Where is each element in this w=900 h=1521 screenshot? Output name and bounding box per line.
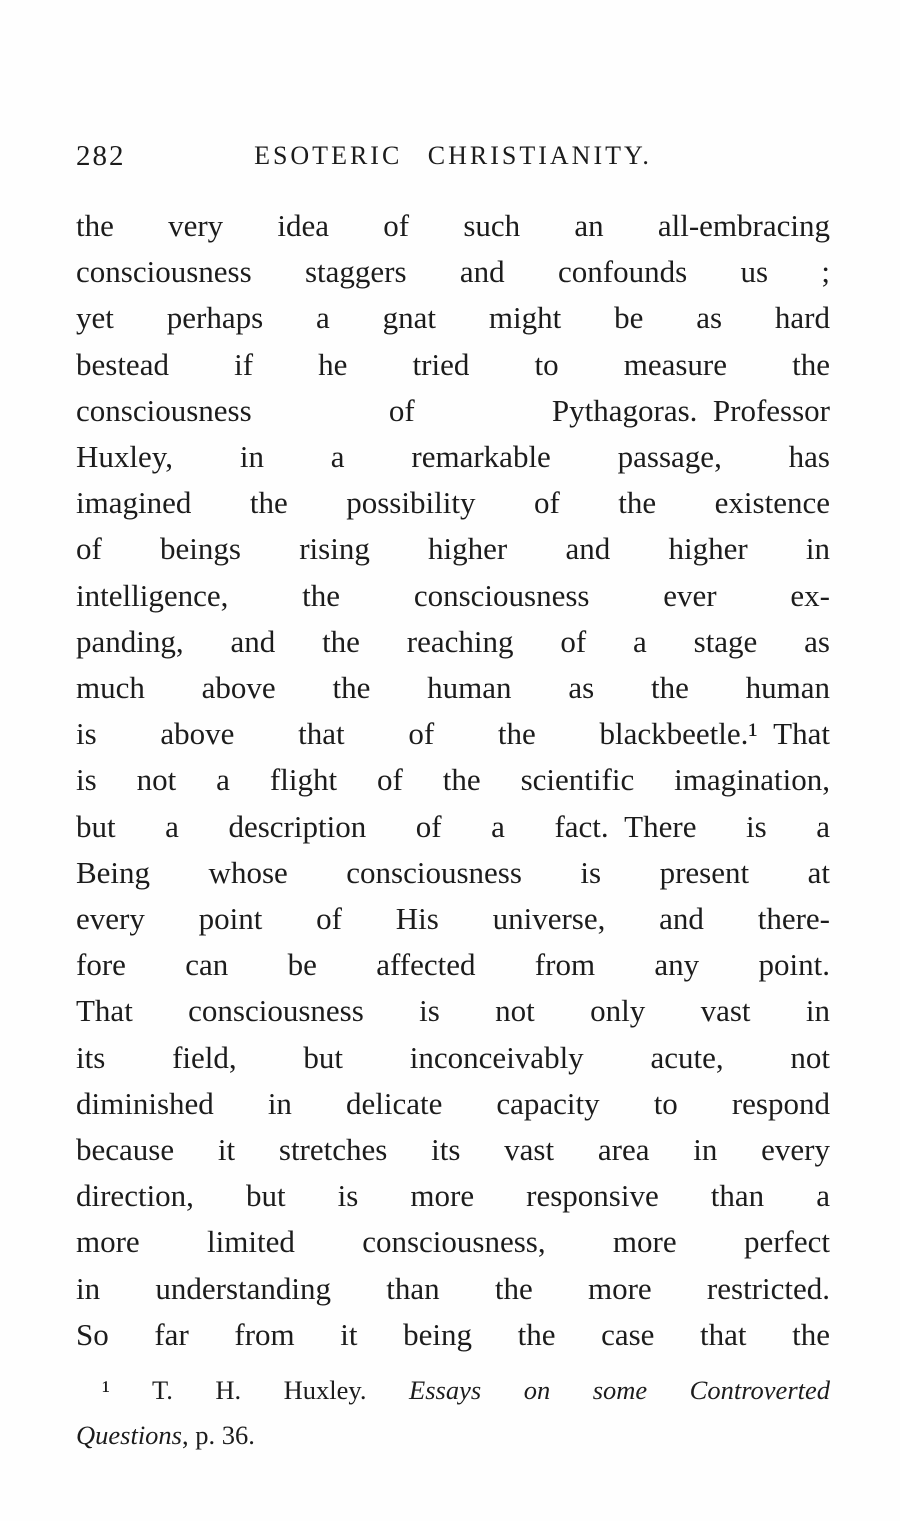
footnote-work-title: Essays on some Controverted bbox=[409, 1375, 831, 1405]
text-line: is above that of the blackbeetle.¹ That bbox=[76, 716, 830, 752]
text-line: imagined the possibility of the existence bbox=[76, 485, 830, 521]
text-line: intelligence, the consciousness ever ex- bbox=[76, 577, 830, 613]
text-line: much above the human as the human bbox=[76, 670, 830, 706]
text-line: Huxley, in a remarkable passage, has bbox=[76, 439, 830, 475]
footnote-line bbox=[76, 1368, 830, 1413]
text-line: every point of His universe, and there- bbox=[76, 901, 830, 937]
text-line: of beings rising higher and higher in bbox=[76, 531, 830, 567]
text-line: bestead if he tried to measure the bbox=[76, 346, 830, 382]
footnote-citation-rest: , p. 36. bbox=[182, 1420, 255, 1450]
text-line: panding, and the reaching of a stage as bbox=[76, 623, 830, 659]
footnote-line bbox=[76, 1413, 830, 1458]
body-text bbox=[76, 203, 830, 1358]
page-number: 282 bbox=[76, 140, 126, 172]
text-line: more limited consciousness, more perfect bbox=[76, 1224, 830, 1260]
text-line: consciousness of Pythagoras. Professor bbox=[76, 392, 830, 428]
running-title: ESOTERIC CHRISTIANITY. bbox=[254, 141, 652, 170]
running-header bbox=[76, 138, 830, 176]
text-line: yet perhaps a gnat might be as hard bbox=[76, 300, 830, 336]
footnote-marker-author: ¹ T. H. Huxley. bbox=[102, 1375, 367, 1405]
text-line: consciousness staggers and confounds us ; bbox=[76, 254, 830, 290]
text-line: because it stretches its vast area in every bbox=[76, 1132, 830, 1168]
text-line: direction, but is more responsive than a bbox=[76, 1178, 830, 1214]
text-line: fore can be affected from any point. bbox=[76, 947, 830, 983]
text-line: is not a flight of the scientific imagination, bbox=[76, 762, 830, 798]
text-line: in understanding than the more restricted. bbox=[76, 1270, 830, 1306]
text-line: diminished in delicate capacity to respond bbox=[76, 1085, 830, 1121]
text-line: its field, but inconceivably acute, not bbox=[76, 1039, 830, 1075]
text-line: That consciousness is not only vast in bbox=[76, 993, 830, 1029]
footnote-work-title: Questions bbox=[76, 1420, 182, 1450]
text-line: the very idea of such an all-embracing bbox=[76, 208, 830, 243]
footnote bbox=[76, 1368, 830, 1458]
text-line: but a description of a fact. There is a bbox=[76, 808, 830, 844]
text-line: So far from it being the case that the bbox=[76, 1316, 830, 1352]
text-line: Being whose consciousness is present at bbox=[76, 854, 830, 890]
